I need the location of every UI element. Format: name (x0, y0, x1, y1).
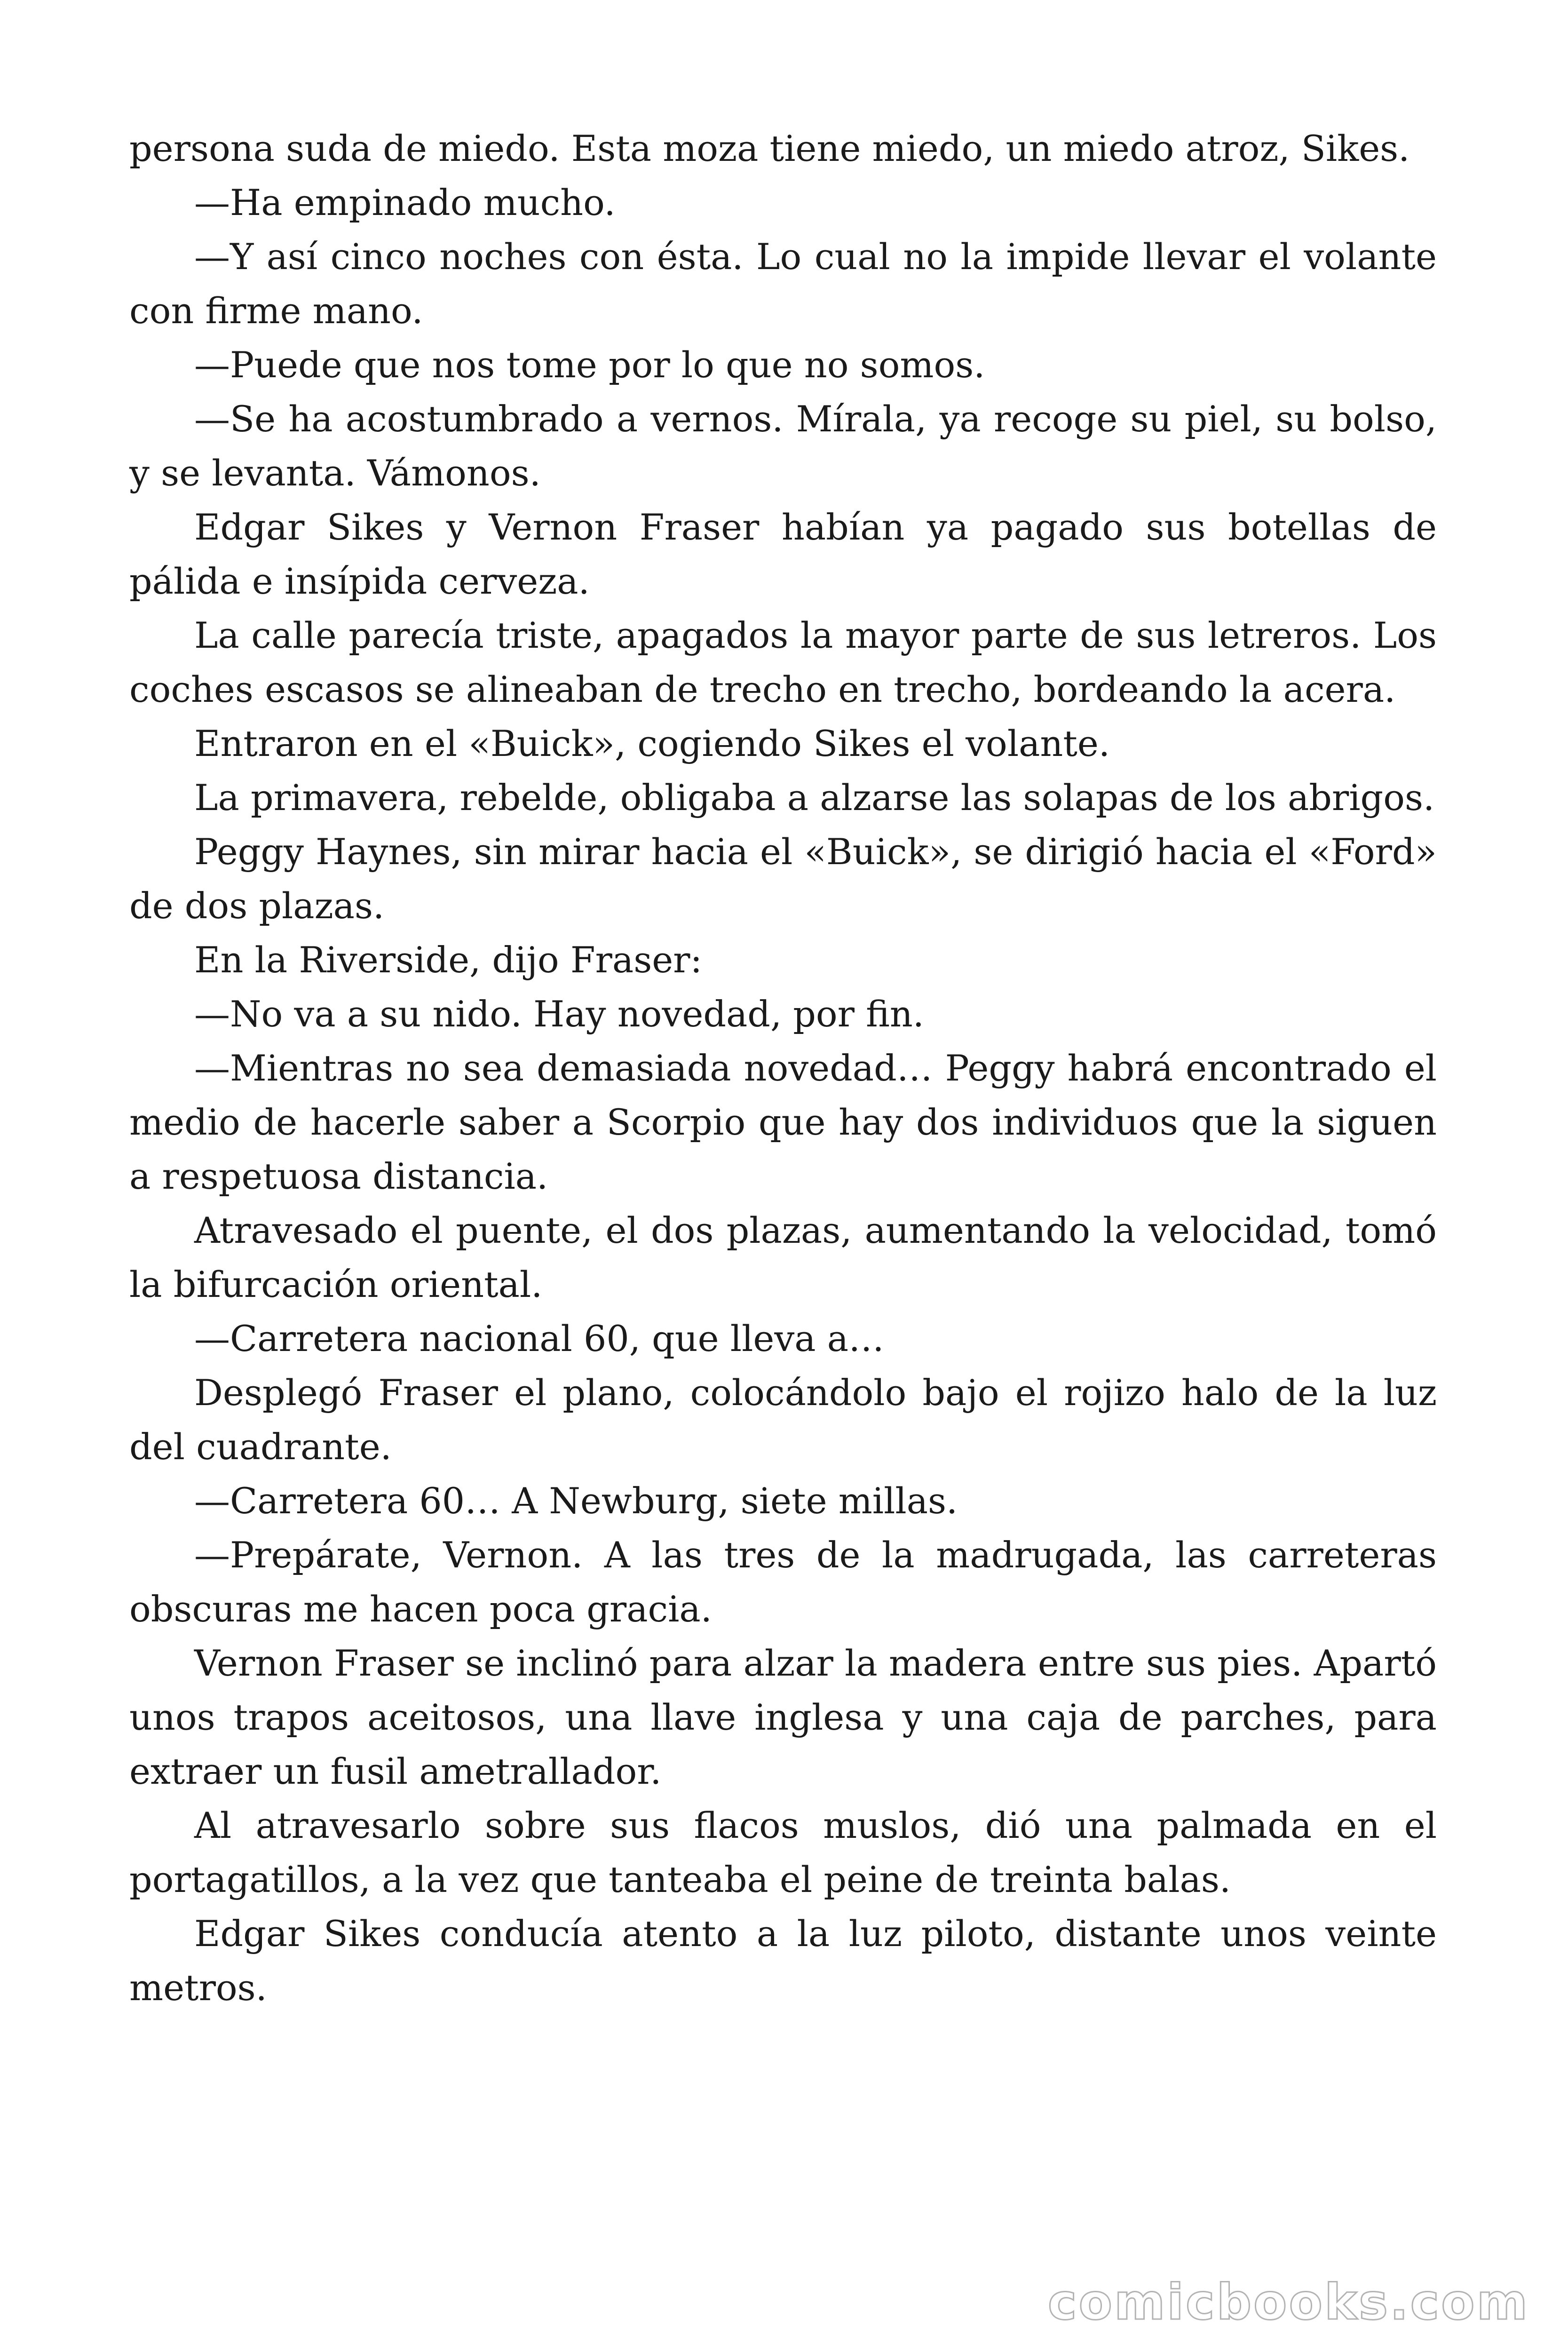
paragraph-4: —Puede que nos tome por lo que no somos. (194, 344, 985, 386)
paragraph-14: Atravesado el puente, el dos plazas, aumentando la velocidad, tomó la bifurcación oriental. (129, 1209, 1437, 1305)
paragraph-16: Desplegó Fraser el plano, colocándolo bajo el rojizo halo de la luz del cuadrante. (129, 1372, 1437, 1468)
paragraph-5: —Se ha acostumbrado a vernos. Mírala, ya recoge su piel, su bolso, y se levanta. Vámonos. (129, 398, 1437, 494)
paragraph-7: La calle parecía triste, apagados la mayor parte de sus letreros. Los coches escasos se alineaban de trecho en trecho, bordeando la acera. (129, 614, 1437, 710)
paragraph-20: Al atravesarlo sobre sus flacos muslos, dió una palmada en el portagatillos, a la vez que tanteaba el peine de treinta balas. (129, 1804, 1437, 1900)
paragraph-19: Vernon Fraser se inclinó para alzar la madera entre sus pies. Apartó unos trapos aceitosos, una llave inglesa y una caja de parches, para extraer un fusil ametrallador. (129, 1642, 1437, 1792)
site-watermark: comicbooks.com (1047, 2273, 1529, 2331)
paragraph-9: La primavera, rebelde, obligaba a alzarse las solapas de los abrigos. (194, 777, 1435, 818)
paragraph-2: —Ha empinado mucho. (194, 182, 616, 223)
paragraph-13: —Mientras no sea demasiada novedad… Peggy habrá encontrado el medio de hacerle saber a Scorpio que hay dos individuos que la siguen a respetuosa distancia. (129, 1047, 1437, 1197)
page-body-text (129, 121, 1437, 2015)
paragraph-12: —No va a su nido. Hay novedad, por fin. (194, 993, 924, 1035)
paragraph-15: —Carretera nacional 60, que lleva a… (194, 1318, 885, 1359)
paragraph-18: —Prepárate, Vernon. A las tres de la madrugada, las carreteras obscuras me hacen poca gracia. (129, 1534, 1437, 1630)
paragraph-10: Peggy Haynes, sin mirar hacia el «Buick», se dirigió hacia el «Ford» de dos plazas. (129, 831, 1437, 927)
paragraph-3: —Y así cinco noches con ésta. Lo cual no la impide llevar el volante con firme mano. (129, 236, 1437, 332)
paragraph-17: —Carretera 60… A Newburg, siete millas. (194, 1480, 958, 1522)
paragraph-8: Entraron en el «Buick», cogiendo Sikes el volante. (194, 723, 1110, 764)
paragraph-1: persona suda de miedo. Esta moza tiene miedo, un miedo atroz, Sikes. (129, 127, 1410, 169)
paragraph-21: Edgar Sikes conducía atento a la luz piloto, distante unos veinte metros. (129, 1913, 1437, 2009)
paragraph-11: En la Riverside, dijo Fraser: (194, 939, 703, 981)
paragraph-6: Edgar Sikes y Vernon Fraser habían ya pagado sus botellas de pálida e insípida cerveza. (129, 506, 1437, 602)
